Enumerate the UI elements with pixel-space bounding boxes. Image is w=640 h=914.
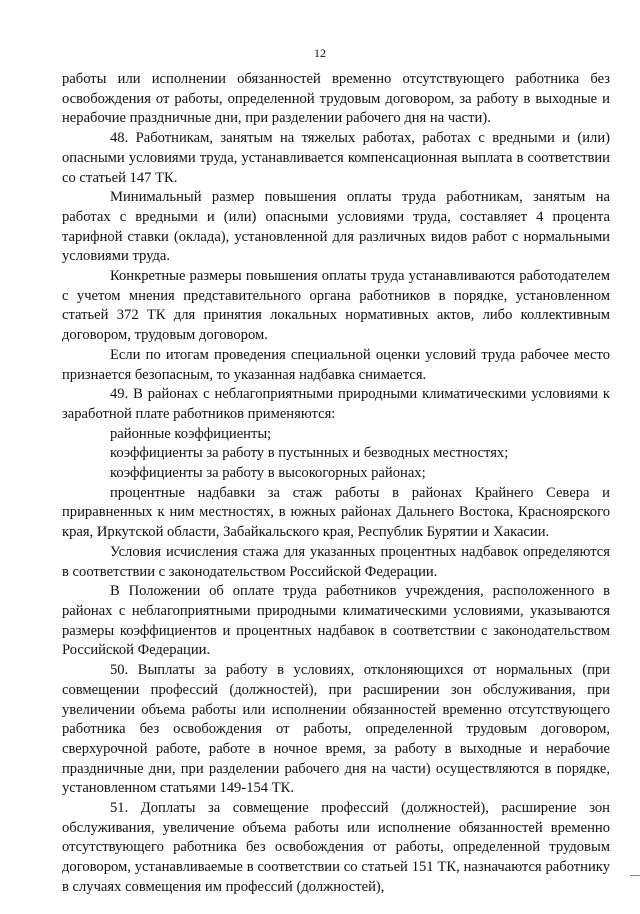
paragraph: процентные надбавки за стаж работы в районах Крайнего Севера и приравненных к ним местностях, в южных районах Дальнего Востока, Красноярского края, Иркутской области, Забайкальского края, Республик Бурятии и Хакасии. <box>62 484 610 541</box>
paragraph: Условия исчисления стажа для указанных процентных надбавок определяются в соответствии с законодательством Российской Федерации. <box>62 543 610 580</box>
list-item: коэффициенты за работу в высокогорных районах; <box>110 465 426 482</box>
paragraph: 51. Доплаты за совмещение профессий (должностей), расширение зон обслуживания, увеличение объема работы или исполнение обязанностей временно отсутствующего работника без освобождения от работы, определенной трудовым договором, устанавливаемые в соответствии со статьей 151 ТК, назначаются работнику в случаях совмещения им профессий (должностей), <box>62 800 610 895</box>
list-item: коэффициенты за работу в пустынных и безводных местностях; <box>110 445 509 462</box>
paragraph: работы или исполнении обязанностей временно отсутствующего работника без освобождения от работы, определенной трудовым договором, за работу в выходные и нерабочие праздничные дни, при разделении рабочего дня на части). <box>62 71 610 127</box>
paragraph: 50. Выплаты за работу в условиях, отклоняющихся от нормальных (при совмещении профессий (должностей), при расширении зон обслуживания, при увеличении объема работы или исполнении обязанностей временно отсутствующего работника без освобождения от работы, определенной трудовым договором, сверхурочной работе, работе в ночное время, за работу в выходные и нерабочие праздничные дни, при разделении рабочего дня на части) осуществляются в порядке, установленном статьями 149-154 ТК. <box>62 662 610 797</box>
page-number: 12 <box>314 46 326 60</box>
list-item: районные коэффициенты; <box>110 425 272 442</box>
paragraph: Конкретные размеры повышения оплаты труда устанавливаются работодателем с учетом мнения представительного органа работников в порядке, установленном статьей 372 ТК для принятия локальных нормативных актов, либо коллективным договором, трудовым договором. <box>62 268 610 344</box>
paragraph: 49. В районах с неблагоприятными природными климатическими условиями к заработной плате работников применяются: <box>62 386 610 422</box>
paragraph: Если по итогам проведения специальной оценки условий труда рабочее место признается безопасным, то указанная надбавка снимается. <box>62 346 610 383</box>
paragraph: 48. Работникам, занятым на тяжелых работах, работах с вредными и (или) опасными условиями труда, устанавливается компенсационная выплата в соответствии со статьей 147 ТК. <box>62 130 610 186</box>
document-body <box>62 70 610 898</box>
paragraph: В Положении об оплате труда работников учреждения, расположенного в районах с неблагоприятными природными климатическими условиями, указываются размеры коэффициентов и процентных надбавок в соответствии с законодательством Российской Федерации. <box>62 583 610 659</box>
paragraph: Минимальный размер повышения оплаты труда работникам, занятым на работах с вредными и (или) опасными условиями труда, составляет 4 процента тарифной ставки (оклада), установленной для различных видов работ с нормальными условиями труда. <box>62 189 610 265</box>
scan-mark <box>630 875 640 876</box>
